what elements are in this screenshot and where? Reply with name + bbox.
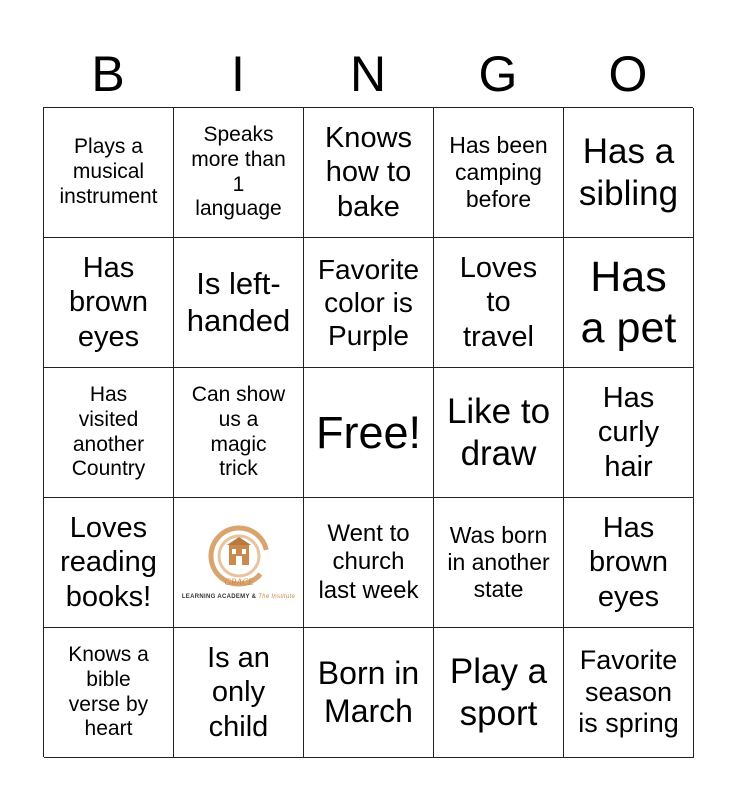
- bingo-cell[interactable]: Plays a musical instrument: [44, 108, 174, 238]
- free-space-cell[interactable]: Free!: [304, 368, 434, 498]
- bingo-cell[interactable]: Has been camping before: [434, 108, 564, 238]
- bingo-grid: [43, 107, 693, 757]
- logo-caption-sub: The Institute: [258, 594, 296, 601]
- logo-name: GRACE: [224, 577, 253, 588]
- bingo-header: [43, 44, 693, 104]
- logo-caption-main: LEARNING ACADEMY &: [181, 594, 257, 601]
- bingo-cell[interactable]: Loves reading books!: [44, 498, 174, 628]
- bingo-cell[interactable]: Loves to travel: [434, 238, 564, 368]
- bingo-cell[interactable]: Has visited another Country: [44, 368, 174, 498]
- bingo-cell[interactable]: Has a pet: [564, 238, 694, 368]
- bingo-cell[interactable]: Has brown eyes: [564, 498, 694, 628]
- bingo-cell[interactable]: Went to church last week: [304, 498, 434, 628]
- bingo-cell[interactable]: Speaks more than 1 language: [174, 108, 304, 238]
- bingo-cell[interactable]: Born in March: [304, 628, 434, 758]
- bingo-cell[interactable]: Can show us a magic trick: [174, 368, 304, 498]
- bingo-cell[interactable]: Has brown eyes: [44, 238, 174, 368]
- grace-academy-logo-icon: [204, 523, 274, 593]
- header-letter-n: N: [349, 46, 387, 102]
- bingo-cell[interactable]: Play a sport: [434, 628, 564, 758]
- bingo-cell[interactable]: Is left- handed: [174, 238, 304, 368]
- header-letter-i: I: [231, 46, 245, 102]
- bingo-cell[interactable]: Favorite color is Purple: [304, 238, 434, 368]
- header-letter-b: B: [91, 46, 125, 102]
- bingo-cell[interactable]: Is an only child: [174, 628, 304, 758]
- bingo-cell[interactable]: Knows a bible verse by heart: [44, 628, 174, 758]
- bingo-cell[interactable]: Knows how to bake: [304, 108, 434, 238]
- header-letter-o: O: [608, 46, 648, 102]
- logo-caption: [182, 594, 295, 601]
- logo-cell[interactable]: [174, 498, 304, 628]
- bingo-cell[interactable]: Favorite season is spring: [564, 628, 694, 758]
- bingo-cell[interactable]: Like to draw: [434, 368, 564, 498]
- bingo-cell[interactable]: Has a sibling: [564, 108, 694, 238]
- header-letter-g: G: [478, 46, 518, 102]
- bingo-cell[interactable]: Was born in another state: [434, 498, 564, 628]
- bingo-cell[interactable]: Has curly hair: [564, 368, 694, 498]
